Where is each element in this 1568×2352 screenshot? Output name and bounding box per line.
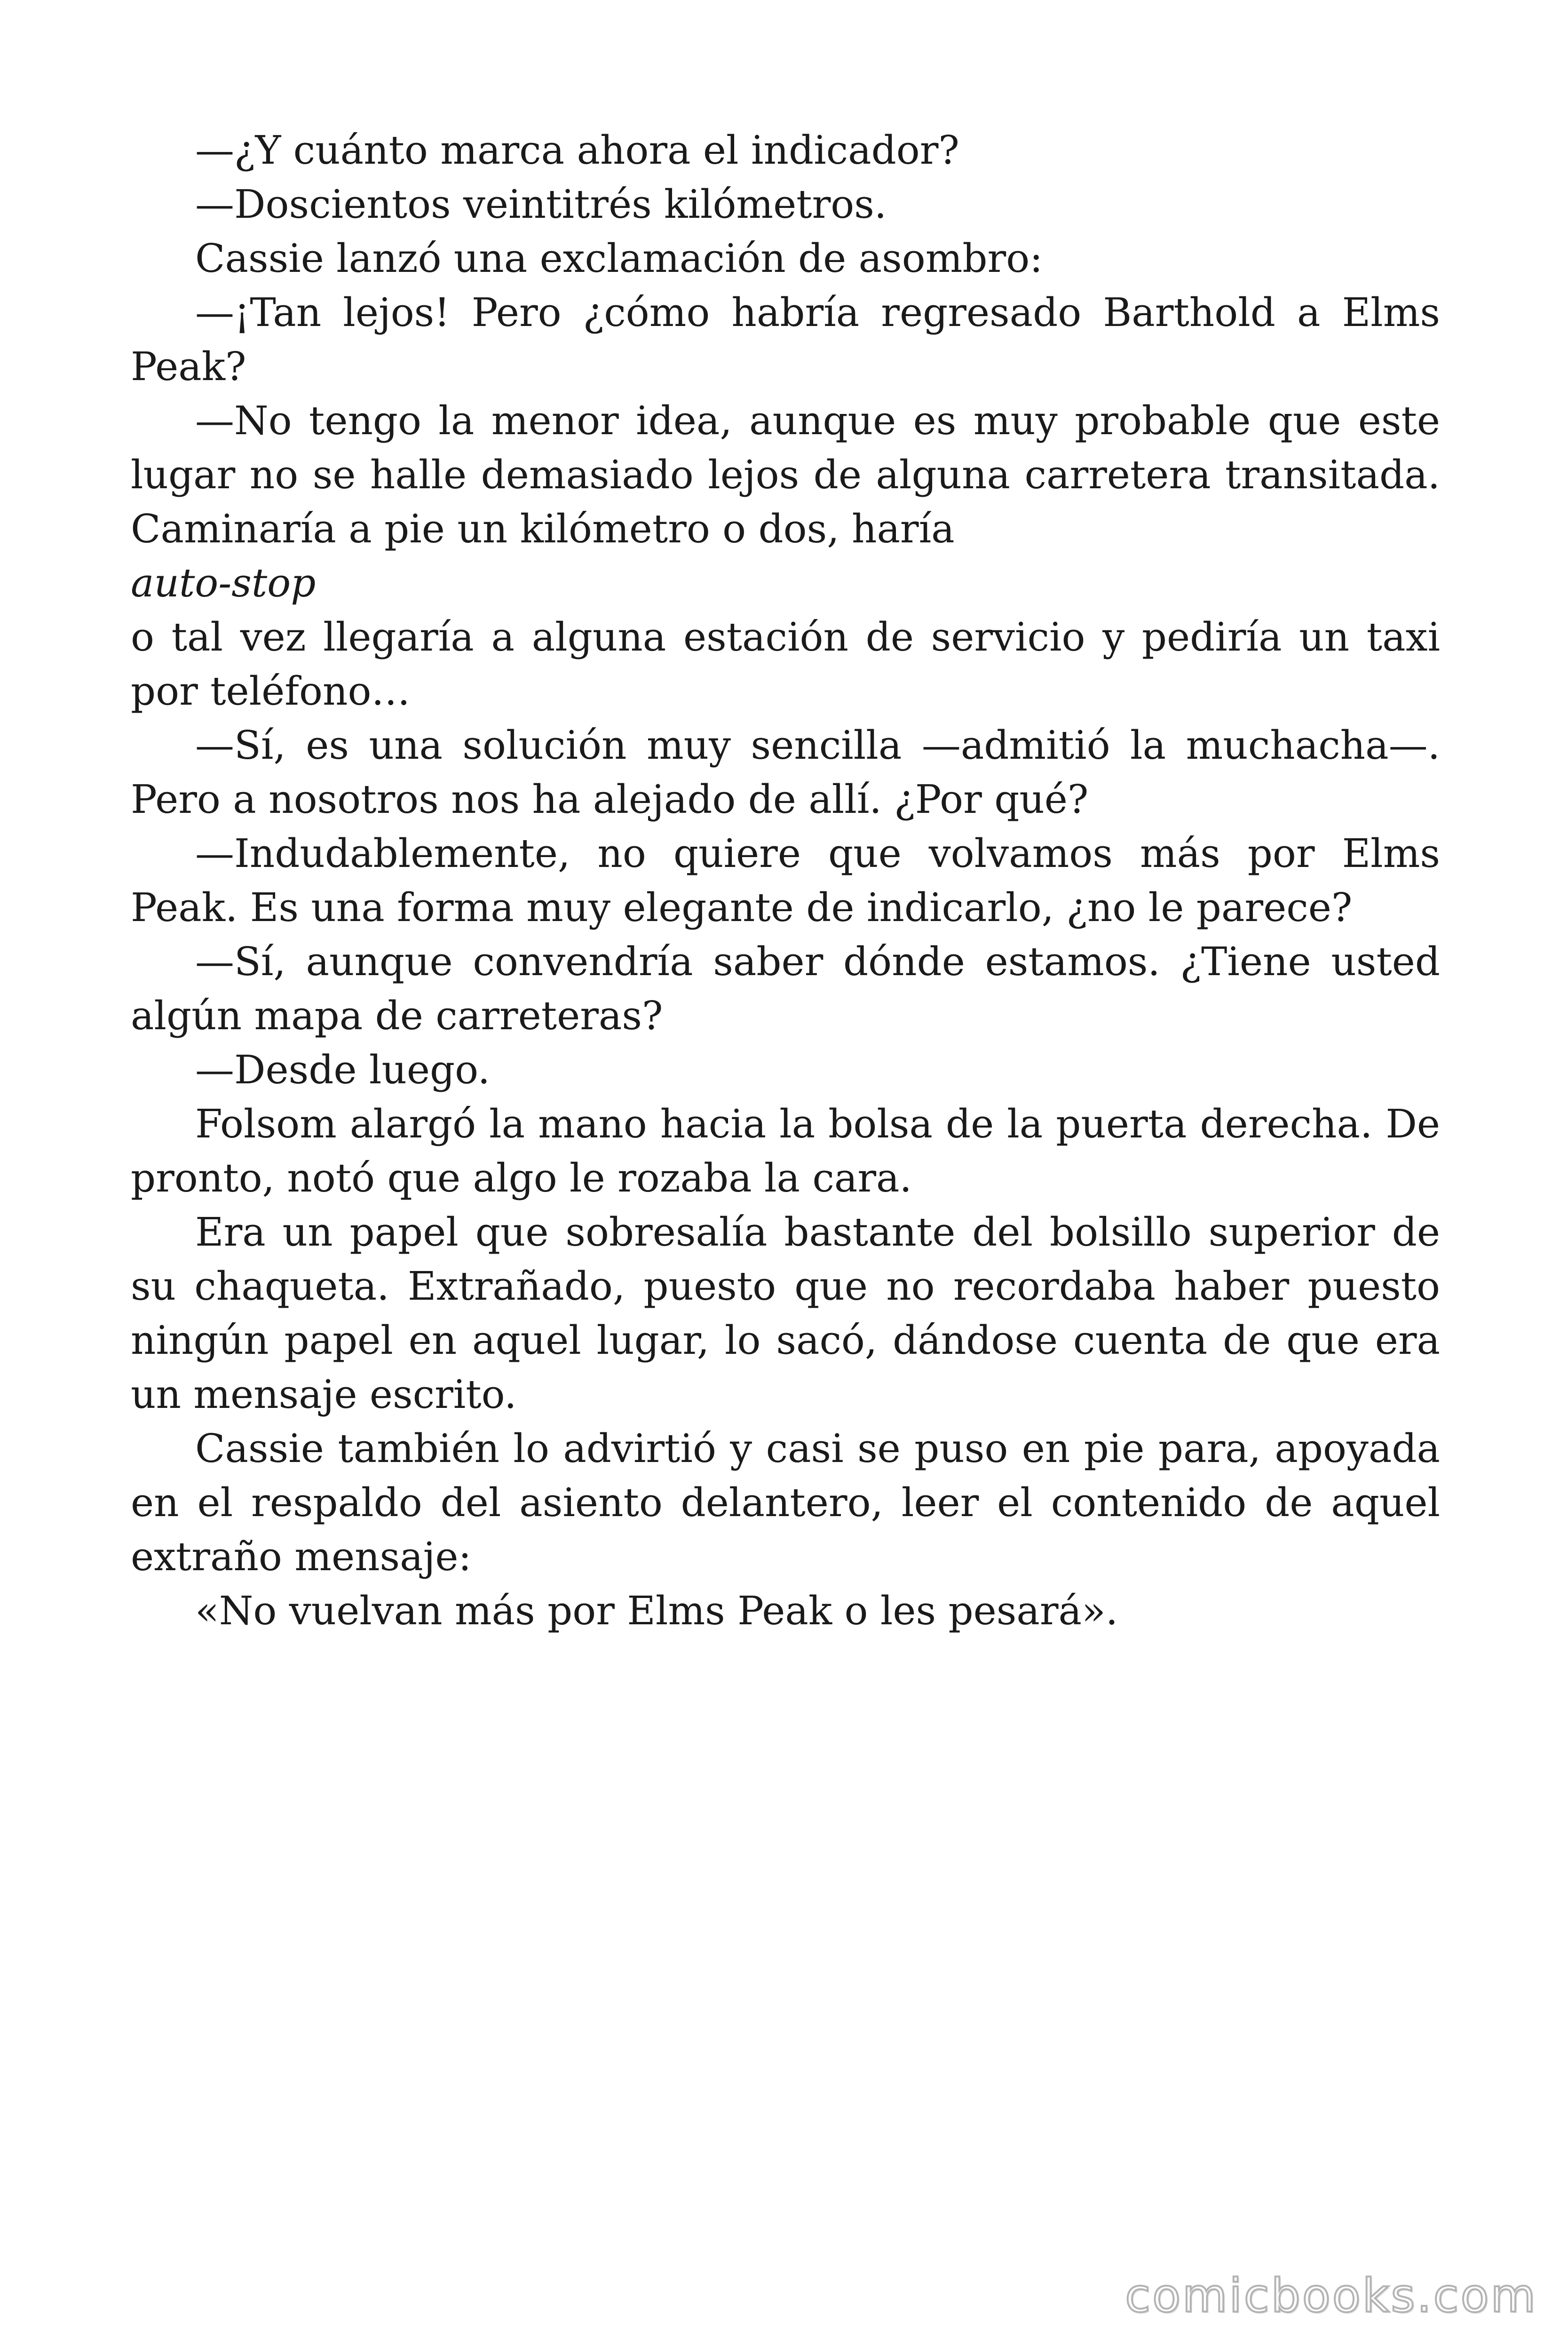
paragraph: —¡Tan lejos! Pero ¿cómo habría regresado Barthold a Elms Peak?	[131, 290, 1440, 389]
paragraph: —Sí, es una solución muy sencilla —admitió la muchacha—. Pero a nosotros nos ha alejado de allí. ¿Por qué?	[131, 723, 1440, 822]
paragraph: Folsom alargó la mano hacia la bolsa de la puerta derecha. De pronto, notó que algo le rozaba la cara.	[131, 1101, 1440, 1201]
paragraph: Cassie lanzó una exclamación de asombro:	[195, 236, 1043, 281]
paragraph: —No tengo la menor idea, aunque es muy probable que este lugar no se halle demasiado lejos de alguna carretera transitada. Caminaría a pie un kilómetro o dos, haría	[131, 398, 1440, 552]
italic-term: auto-stop	[131, 560, 316, 606]
page-body	[131, 123, 1440, 1638]
watermark: comicbooks.com	[1125, 2269, 1537, 2323]
paragraph: «No vuelvan más por Elms Peak o les pesará».	[195, 1588, 1118, 1634]
paragraph: —Desde luego.	[195, 1047, 491, 1093]
paragraph: —Sí, aunque convendría saber dónde estamos. ¿Tiene usted algún mapa de carreteras?	[131, 939, 1440, 1039]
paragraph: —Doscientos veintitrés kilómetros.	[195, 182, 887, 227]
paragraph: —¿Y cuánto marca ahora el indicador?	[195, 127, 959, 173]
paragraph: Cassie también lo advirtió y casi se puso en pie para, apoyada en el respaldo del asiento delantero, leer el contenido de aquel extraño mensaje:	[131, 1426, 1440, 1580]
paragraph-continuation: o tal vez llegaría a alguna estación de servicio y pediría un taxi por teléfono…	[131, 614, 1440, 714]
paragraph: Era un papel que sobresalía bastante del bolsillo superior de su chaqueta. Extrañado, puesto que no recordaba haber puesto ningún papel en aquel lugar, lo sacó, dándose cuenta de que era un mensaje escrito.	[131, 1209, 1440, 1417]
paragraph: —Indudablemente, no quiere que volvamos más por Elms Peak. Es una forma muy elegante de indicarlo, ¿no le parece?	[131, 831, 1440, 930]
